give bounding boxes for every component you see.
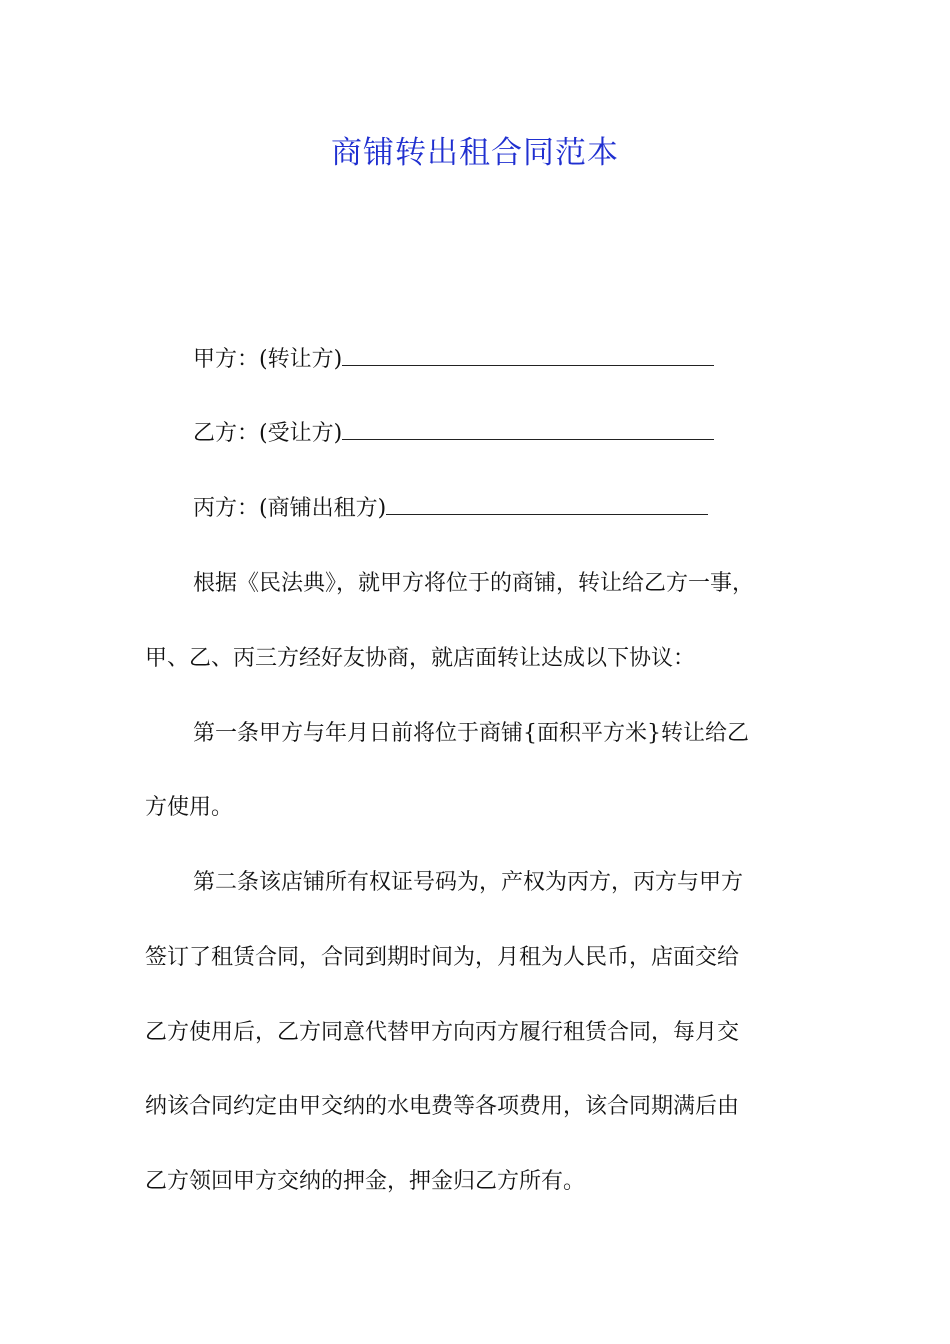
paragraph-line: 甲、乙、丙三方经好友协商，就店面转让达成以下协议： [145, 646, 696, 671]
paragraph-line: 纳该合同约定由甲交纳的水电费等各项费用，该合同期满后由 [145, 1094, 740, 1119]
paragraph-line: 乙方领回甲方交纳的押金，押金归乙方所有。 [145, 1169, 586, 1194]
paragraph-line: 乙方使用后，乙方同意代替甲方向丙方履行租赁合同，每月交 [145, 1020, 740, 1045]
party-c-blank[interactable] [386, 492, 708, 515]
party-b-line [193, 416, 873, 452]
party-c-label: 丙方：(商铺出租方) [193, 496, 387, 521]
paragraph-line: 签订了租赁合同，合同到期时间为，月租为人民币，店面交给 [145, 945, 740, 970]
party-a-label: 甲方：(转让方) [193, 347, 343, 372]
paragraph-line: 第一条甲方与年月日前将位于商铺{面积平方米}转让给乙 [193, 721, 749, 746]
party-b-blank[interactable] [342, 417, 714, 440]
party-b-label: 乙方：(受让方) [193, 421, 343, 446]
party-a-blank[interactable] [342, 343, 714, 366]
party-a-line [193, 342, 873, 378]
document-title: 商铺转出租合同范本 [331, 135, 619, 171]
party-c-line [193, 491, 873, 527]
paragraph-line: 根据《民法典》，就甲方将位于的商铺，转让给乙方一事， [193, 571, 755, 596]
paragraph-line: 第二条该店铺所有权证号码为，产权为丙方，丙方与甲方 [193, 870, 744, 895]
paragraph-line: 方使用。 [145, 795, 234, 820]
